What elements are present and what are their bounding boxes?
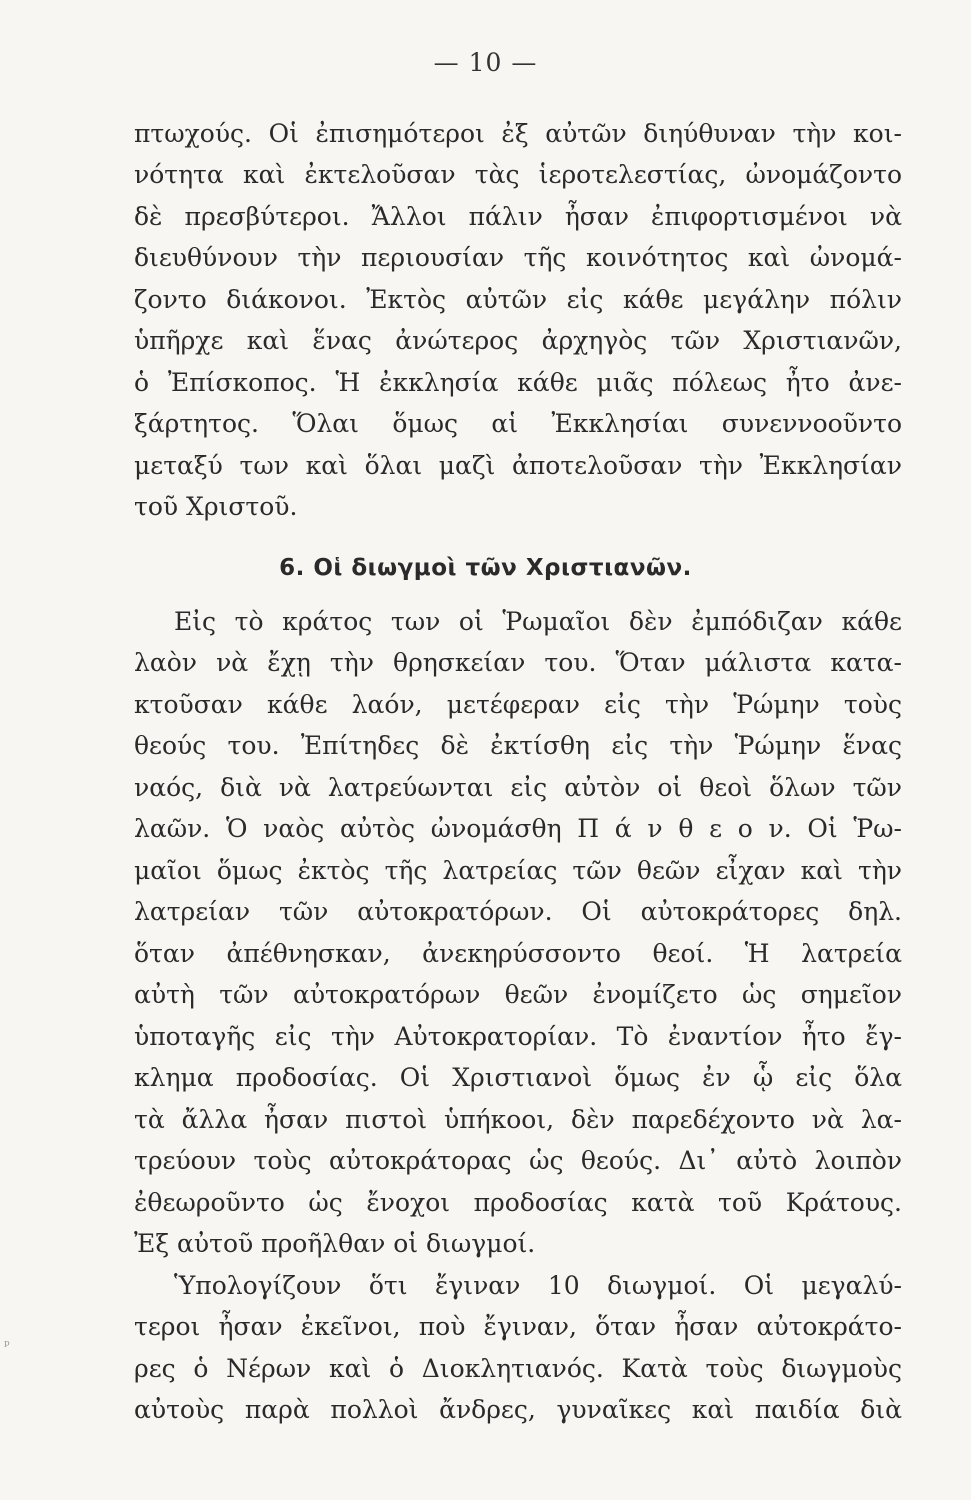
- text-line: νότητα καὶ ἐκτελοῦσαν τὰς ἱεροτελεστίας, ὠνομάζοντο: [134, 160, 902, 189]
- text-line: κτοῦσαν κάθε λαόν, μετέφεραν εἰς τὴν Ῥώμην τοὺς: [134, 690, 902, 719]
- text-line: διευθύνουν τὴν περιουσίαν τῆς κοινότητος καὶ ὠνομά-: [134, 243, 902, 272]
- margin-speck: ᵖ: [4, 1338, 10, 1354]
- text-line: αὐτοὺς παρὰ πολλοὶ ἄνδρες, γυναῖκες καὶ παιδία διὰ: [134, 1395, 902, 1424]
- text-line: ὁ Ἐπίσκοπος. Ἡ ἐκκλησία κάθε μιᾶς πόλεως ἦτο ἀνε-: [134, 368, 902, 397]
- text-line: αὐτὴ τῶν αὐτοκρατόρων θεῶν ἐνομίζετο ὡς σημεῖον: [134, 980, 902, 1009]
- text-line: δὲ πρεσβύτεροι. Ἄλλοι πάλιν ἦσαν ἐπιφορτισμένοι νὰ: [134, 202, 902, 231]
- text-line: τοῦ Χριστοῦ.: [134, 492, 298, 521]
- text-line: ναός, διὰ νὰ λατρεύωνται εἰς αὐτὸν οἱ θεοὶ ὅλων τῶν: [134, 773, 902, 802]
- text-line: Ὑπολογίζουν ὅτι ἔγιναν 10 διωγμοί. Οἱ μεγαλύ-: [174, 1271, 902, 1300]
- text-line: μαῖοι ὅμως ἐκτὸς τῆς λατρείας τῶν θεῶν εἶχαν καὶ τὴν: [134, 856, 902, 885]
- text-line: τρεύουν τοὺς αὐτοκράτορας ὡς θεούς. Δι᾽ αὐτὸ λοιπὸν: [134, 1146, 902, 1175]
- text-line: Εἰς τὸ κράτος των οἱ Ῥωμαῖοι δὲν ἐμπόδιζαν κάθε: [174, 607, 902, 636]
- text-line: λατρείαν τῶν αὐτοκρατόρων. Οἱ αὐτοκράτορες δηλ.: [134, 897, 902, 926]
- text-line: λαὸν νὰ ἔχῃ τὴν θρησκείαν του. Ὅταν μάλιστα κατα-: [134, 648, 902, 677]
- page-number: — 10 —: [433, 48, 538, 77]
- text-line: τὰ ἄλλα ἦσαν πιστοὶ ὑπήκοοι, δὲν παρεδέχοντο νὰ λα-: [134, 1105, 902, 1134]
- section-heading: 6. Οἱ διωγμοὶ τῶν Χριστιανῶν.: [279, 555, 692, 581]
- text-line: Ἐξ αὐτοῦ προῆλθαν οἱ διωγμοί.: [134, 1229, 536, 1258]
- text-line: πτωχούς. Οἱ ἐπισημότεροι ἐξ αὐτῶν διηύθυναν τὴν κοι-: [134, 119, 902, 148]
- text-line: ρες ὁ Νέρων καὶ ὁ Διοκλητιανός. Κατὰ τοὺς διωγμοὺς: [134, 1354, 902, 1383]
- text-line: μεταξύ των καὶ ὅλαι μαζὶ ἀποτελοῦσαν τὴν Ἐκκλησίαν: [134, 451, 902, 480]
- text-line: ὑπῆρχε καὶ ἕνας ἀνώτερος ἀρχηγὸς τῶν Χριστιανῶν,: [134, 326, 902, 355]
- text-line: τεροι ἦσαν ἐκεῖνοι, ποὺ ἔγιναν, ὅταν ἦσαν αὐτοκράτο-: [134, 1312, 902, 1341]
- text-line: θεούς του. Ἐπίτηδες δὲ ἐκτίσθη εἰς τὴν Ῥώμην ἕνας: [134, 731, 902, 760]
- text-line: ξάρτητος. Ὅλαι ὅμως αἱ Ἐκκλησίαι συνεννοοῦντο: [134, 409, 902, 438]
- text-line: ὑποταγῆς εἰς τὴν Αὐτοκρατορίαν. Τὸ ἐναντίον ἦτο ἔγ-: [134, 1022, 902, 1051]
- text-line: ὅταν ἀπέθνησκαν, ἀνεκηρύσσοντο θεοί. Ἡ λατρεία: [134, 939, 902, 968]
- text-line: ζοντο διάκονοι. Ἐκτὸς αὐτῶν εἰς κάθε μεγάλην πόλιν: [134, 285, 902, 314]
- text-line: κλημα προδοσίας. Οἱ Χριστιανοὶ ὅμως ἐν ᾧ εἰς ὅλα: [134, 1063, 902, 1092]
- text-line: λαῶν. Ὁ ναὸς αὐτὸς ὠνομάσθη Π ά ν θ ε ο ν. Οἱ Ῥω-: [134, 814, 902, 843]
- text-line: ἐθεωροῦντο ὡς ἔνοχοι προδοσίας κατὰ τοῦ Κράτους.: [134, 1188, 902, 1217]
